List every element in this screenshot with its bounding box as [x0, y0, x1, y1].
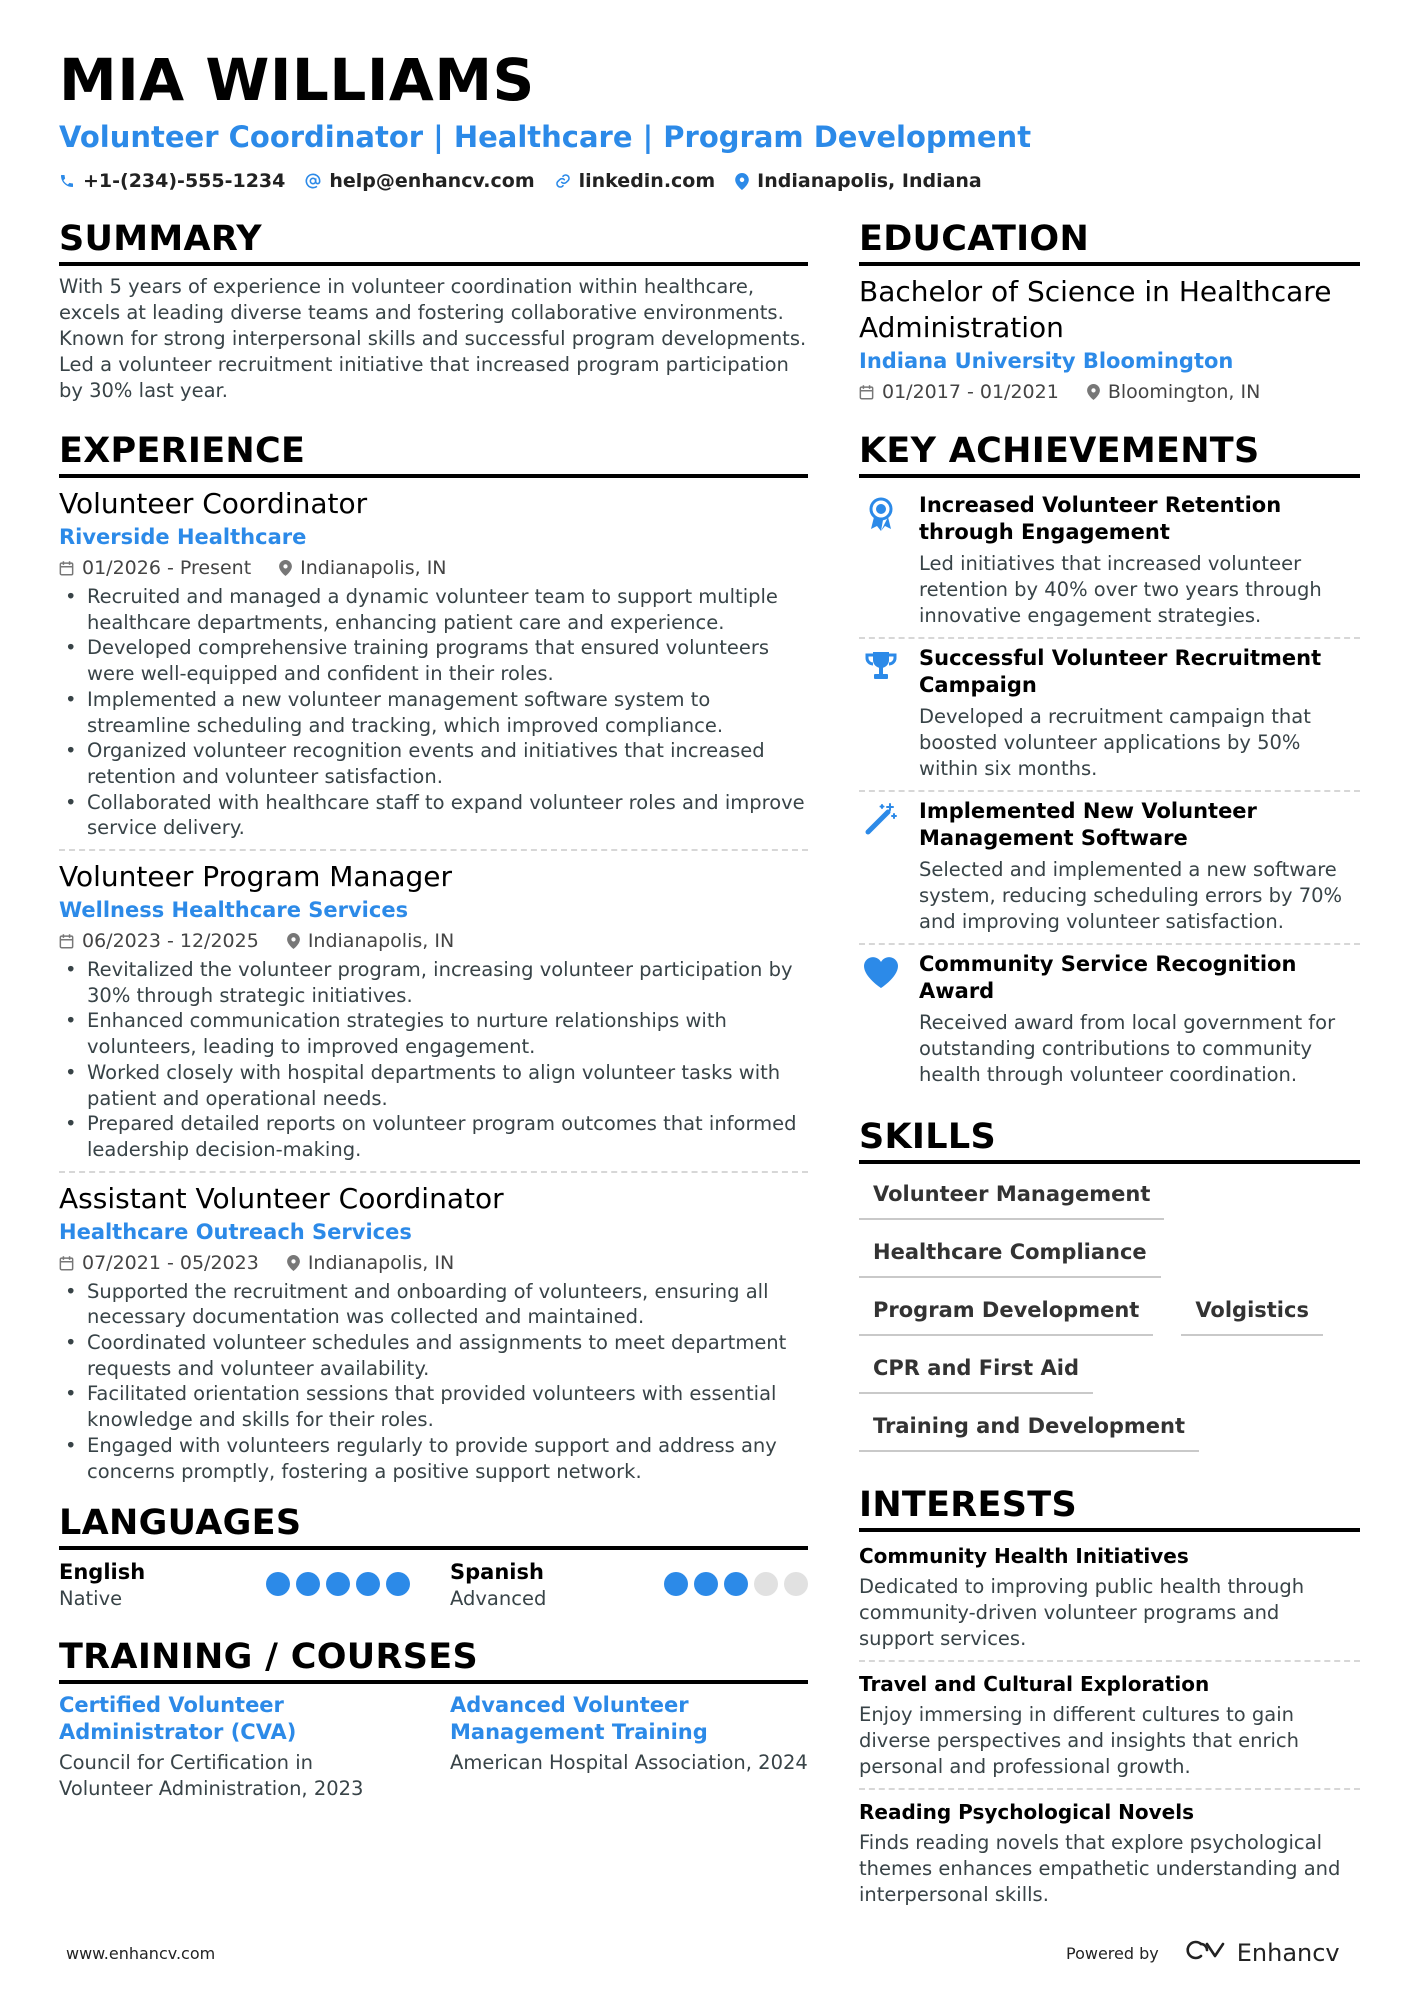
contact-linkedin-text: linkedin.com [578, 170, 716, 192]
location-pin-icon [735, 173, 749, 190]
language-item [450, 1558, 808, 1612]
bullet-item: • Supported the recruitment and onboarding of volunteers, ensuring all necessary documentation was collected and maintained. [59, 1279, 808, 1330]
rating-dot-filled [724, 1572, 748, 1596]
skill-tag: Training and Development [859, 1404, 1199, 1452]
skills-list [859, 1172, 1360, 1462]
contact-email[interactable] [305, 169, 534, 193]
job-meta [59, 1249, 808, 1277]
candidate-name: MIA WILLIAMS [59, 46, 535, 114]
bullet-item: • Coordinated volunteer schedules and assignments to meet department requests and volunteer availability. [59, 1330, 808, 1381]
achievement-desc: Developed a recruitment campaign that boosted volunteer applications by 50% within six months. [919, 705, 1311, 780]
achievement-title: Successful Volunteer Recruitment Campaign [919, 646, 1322, 697]
footer-branding [1066, 1938, 1340, 1968]
location-pin-icon [287, 1255, 300, 1271]
achievement-item [859, 792, 1360, 945]
achievement-desc: Selected and implemented a new software system, reducing scheduling errors by 70% and improving volunteer satisfaction. [919, 858, 1343, 933]
experience-title: EXPERIENCE [59, 430, 808, 478]
bullet-item: • Recruited and managed a dynamic volunteer team to support multiple healthcare departments, enhancing patient care and experience. [59, 584, 808, 635]
skills-section [859, 1116, 1360, 1462]
bullet-item: • Enhanced communication strategies to nurture relationships with volunteers, leading to improved engagement. [59, 1008, 808, 1059]
rating-dot-empty [784, 1572, 808, 1596]
trophy-icon [859, 645, 903, 782]
rating-dot-filled [326, 1572, 350, 1596]
heart-icon [859, 951, 903, 1088]
contact-location-text: Indianapolis, Indiana [757, 170, 982, 192]
contact-location [735, 169, 982, 193]
language-level: Advanced [450, 1587, 547, 1611]
magic-wand-icon [859, 798, 903, 935]
experience-item [59, 1181, 808, 1493]
calendar-icon [859, 384, 874, 400]
experience-section [59, 430, 808, 1492]
brand-name: Enhancv [1236, 1939, 1340, 1967]
rating-dot-empty [754, 1572, 778, 1596]
bullet-item: • Prepared detailed reports on volunteer program outcomes that informed leadership decision-making. [59, 1111, 808, 1162]
education-title: EDUCATION [859, 218, 1360, 266]
languages-list [59, 1558, 808, 1612]
interests-title: INTERESTS [859, 1484, 1360, 1532]
location-pin-icon [287, 933, 300, 949]
education-section [859, 218, 1360, 406]
bullet-item: • Collaborated with healthcare staff to expand volunteer roles and improve service delivery. [59, 790, 808, 841]
achievement-item [859, 945, 1360, 1096]
job-meta [59, 927, 808, 955]
job-dates: 07/2021 - 05/2023 [82, 1251, 259, 1274]
location-pin-icon [1087, 384, 1100, 400]
interest-title: Community Health Initiatives [859, 1544, 1189, 1568]
job-dates: 06/2023 - 12/2025 [82, 930, 259, 953]
skill-tag: Program Development [859, 1288, 1153, 1336]
bullet-item: • Organized volunteer recognition events and initiatives that increased retention and volunteer satisfaction. [59, 738, 808, 789]
bullet-item: • Revitalized the volunteer program, increasing volunteer participation by 30% through strategic initiatives. [59, 957, 808, 1008]
rating-dot-filled [694, 1572, 718, 1596]
skill-tag: CPR and First Aid [859, 1346, 1093, 1394]
summary-section [59, 218, 808, 404]
training-name: Certified Volunteer Administrator (CVA) [59, 1693, 297, 1745]
job-meta [59, 554, 808, 582]
skills-title: SKILLS [859, 1116, 1360, 1164]
enhancv-logo-icon [1185, 1938, 1229, 1968]
training-name: Advanced Volunteer Management Training [450, 1693, 708, 1745]
degree: Bachelor of Science in Healthcare Administration [859, 275, 1332, 344]
training-desc: Council for Certification in Volunteer Administration, 2023 [59, 1751, 364, 1801]
calendar-icon [59, 560, 74, 576]
company-name: Healthcare Outreach Services [59, 1219, 412, 1244]
right-column [859, 218, 1360, 1922]
education-dates: 01/2017 - 01/2021 [882, 381, 1059, 403]
job-location: Indianapolis, IN [307, 930, 455, 953]
language-item [59, 1558, 410, 1612]
training-item [450, 1692, 808, 1802]
school-name: Indiana University Bloomington [859, 349, 1234, 373]
language-rating [664, 1572, 808, 1596]
phone-icon [59, 173, 75, 189]
job-bullets [59, 957, 808, 1163]
award-ribbon-icon [859, 492, 903, 629]
interests-section [859, 1484, 1360, 1916]
experience-item [59, 486, 808, 851]
job-title: Volunteer Program Manager [59, 860, 452, 894]
at-icon [305, 173, 321, 189]
location-pin-icon [279, 560, 292, 576]
contact-phone[interactable] [59, 169, 285, 193]
interest-desc: Finds reading novels that explore psychological themes enhances empathetic understanding and interpersonal skills. [859, 1831, 1341, 1906]
job-title: Volunteer Coordinator [59, 487, 368, 520]
training-item [59, 1692, 450, 1802]
rating-dot-filled [356, 1572, 380, 1596]
company-name: Wellness Healthcare Services [59, 898, 409, 923]
skill-tag: Volgistics [1181, 1288, 1323, 1336]
training-section [59, 1636, 808, 1802]
achievement-title: Implemented New Volunteer Management Software [919, 799, 1257, 850]
company-name: Riverside Healthcare [59, 525, 307, 549]
achievement-desc: Received award from local government for outstanding contributions to community health through volunteer coordination. [919, 1011, 1336, 1086]
job-title: Assistant Volunteer Coordinator [59, 1181, 504, 1215]
rating-dot-filled [664, 1572, 688, 1596]
training-list [59, 1692, 808, 1802]
education-meta [859, 378, 1360, 406]
powered-by-label: Powered by [1066, 1943, 1159, 1963]
interest-title: Travel and Cultural Exploration [859, 1672, 1210, 1696]
interest-item [859, 1540, 1360, 1662]
language-level: Native [59, 1587, 123, 1611]
bullet-item: • Implemented a new volunteer management software system to streamline scheduling and tracking, which improved compliance. [59, 687, 808, 738]
job-bullets [59, 584, 808, 841]
rating-dot-filled [386, 1572, 410, 1596]
achievements-section [859, 430, 1360, 1096]
bullet-item: • Engaged with volunteers regularly to provide support and address any concerns promptly, fostering a positive support network. [59, 1433, 808, 1484]
skill-tag: Volunteer Management [859, 1172, 1164, 1220]
training-desc: American Hospital Association, 2024 [450, 1751, 808, 1775]
interest-desc: Dedicated to improving public health through community-driven volunteer programs and support services. [859, 1575, 1305, 1650]
language-name: English [59, 1560, 146, 1585]
footer-url[interactable]: www.enhancv.com [66, 1944, 216, 1963]
contact-linkedin[interactable] [555, 169, 716, 193]
brand-logo[interactable] [1185, 1938, 1340, 1968]
bullet-item: • Developed comprehensive training programs that ensured volunteers were well-equipped and confident in their roles. [59, 635, 808, 686]
achievement-title: Increased Volunteer Retention through Engagement [919, 493, 1282, 544]
summary-title: SUMMARY [59, 218, 808, 266]
job-dates: 01/2026 - Present [82, 557, 252, 579]
contact-email-text: help@enhancv.com [329, 170, 535, 192]
left-column [59, 218, 808, 1802]
languages-title: LANGUAGES [59, 1502, 808, 1550]
rating-dot-filled [266, 1572, 290, 1596]
calendar-icon [59, 933, 74, 949]
rating-dot-filled [296, 1572, 320, 1596]
contact-phone-text: +1-(234)-555-1234 [83, 170, 286, 192]
achievements-title: KEY ACHIEVEMENTS [859, 430, 1360, 478]
education-location: Bloomington, IN [1107, 381, 1261, 403]
skill-tag: Healthcare Compliance [859, 1230, 1161, 1278]
job-bullets [59, 1279, 808, 1485]
interest-desc: Enjoy immersing in different cultures to gain diverse perspectives and insights that enrich personal and professional growth. [859, 1703, 1299, 1778]
experience-item [59, 859, 808, 1173]
job-location: Indianapolis, IN [307, 1251, 455, 1274]
headline: Volunteer Coordinator | Healthcare | Program Development [59, 120, 1032, 154]
achievement-desc: Led initiatives that increased volunteer retention by 40% over two years through innovative engagement strategies. [919, 552, 1322, 627]
language-rating [266, 1572, 410, 1596]
calendar-icon [59, 1255, 74, 1271]
language-name: Spanish [450, 1560, 544, 1585]
interest-title: Reading Psychological Novels [859, 1800, 1195, 1824]
bullet-item: • Facilitated orientation sessions that provided volunteers with essential knowledge and skills for their roles. [59, 1381, 808, 1432]
languages-section [59, 1502, 808, 1612]
training-title: TRAINING / COURSES [59, 1636, 808, 1684]
bullet-item: • Worked closely with hospital departments to align volunteer tasks with patient and operational needs. [59, 1060, 808, 1111]
achievement-item [859, 486, 1360, 639]
interest-item [859, 1668, 1360, 1790]
interest-item [859, 1796, 1360, 1916]
achievement-title: Community Service Recognition Award [919, 952, 1297, 1003]
achievement-item [859, 639, 1360, 792]
job-location: Indianapolis, IN [300, 557, 447, 579]
contact-bar [59, 169, 982, 193]
summary-text: With 5 years of experience in volunteer coordination within healthcare, excels at leading diverse teams and fostering collaborative environments. Known for strong interpersonal skills and successful program developments. Led a volunteer recruitment initiative that increased program participation by 30% last year. [59, 275, 807, 402]
link-icon [555, 173, 571, 189]
